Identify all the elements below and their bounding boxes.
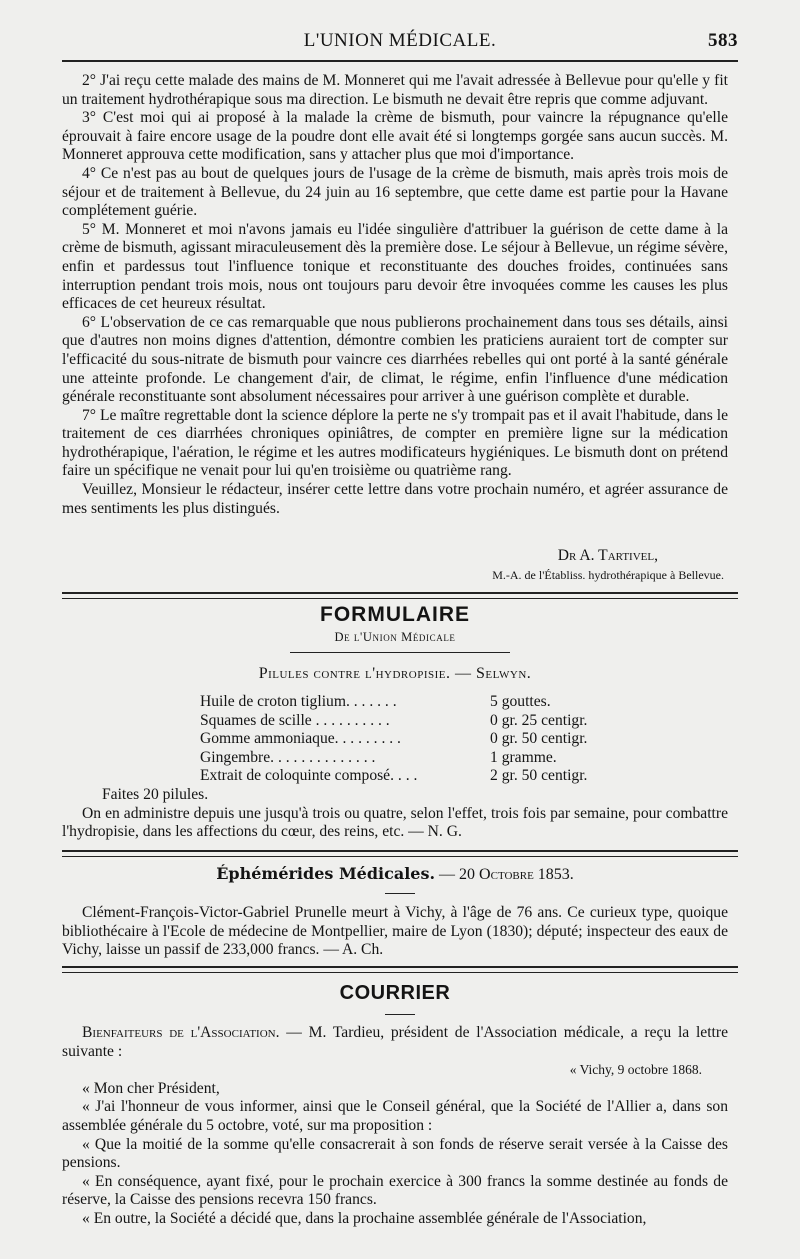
ingredient-name: Extrait de coloquinte composé. . . . <box>200 767 418 785</box>
letter-paragraph: 6° L'observation de ce cas remarquable que nous publierons prochainement dans tous ses détails, ainsi que d'autres non moins dignes d'attention, démontre combien les praticiens auraient tort de compter sur l'efficacité du sous-nitrate de bismuth pour vaincre ces diarrhées rebelles qui ont porté à la santé générale une atteinte profonde. Le changement d'air, de climat, le régime, enfin l'influence d'une médication générale reconstituante sont absolument nécessaires pour arriver à une guérison complète et durable. <box>62 313 728 406</box>
letter-paragraph: Veuillez, Monsieur le rédacteur, insérer cette lettre dans votre prochain numéro, et agréer assurance de mes sentiments les plus distingués. <box>62 481 728 517</box>
section-double-rule <box>62 850 738 857</box>
short-rule <box>290 652 510 653</box>
formulaire-title: FORMULAIRE <box>320 603 470 626</box>
short-rule <box>385 1014 415 1015</box>
letter-paragraph: 5° M. Monneret et moi n'avons jamais eu l'idée singulière d'attribuer la guérison de cette dame à la crème de bismuth, agissant miraculeusement dès la première dose. Le séjour à Bellevue, un régime sévère, enfin et pardessus tout l'influence tonique et reconstituante des douches froides, continuées sans interruption pendant trois mois, nous ont toujours paru devoir être invoquées comme les causes les plus efficaces de cet heureux résultat. <box>62 220 728 313</box>
recipe-title: Pilules contre l'hydropisie. — Selwyn. <box>258 665 532 682</box>
letter-greeting: « Mon cher Président, <box>82 1079 220 1097</box>
signature-institution: M.-A. de l'Établiss. hydrothérapique à Bellevue. <box>492 567 724 582</box>
section-double-rule <box>62 966 738 973</box>
signature-block <box>62 547 728 584</box>
letter-body <box>62 72 728 518</box>
ingredient-dose: 2 gr. 50 centigr. <box>490 767 588 785</box>
journal-title: L'UNION MÉDICALE. <box>303 30 497 51</box>
ingredient-dose: 0 gr. 25 centigr. <box>490 711 588 729</box>
courrier-lead-text: — M. Tardieu, président de l'Association médicale, a reçu la lettre suivante : <box>62 1024 729 1060</box>
courrier-body <box>62 1024 728 1229</box>
ingredient-row <box>200 767 620 786</box>
ephemerides-title: Éphémérides Médicales. <box>216 864 436 883</box>
courrier-title: COURRIER <box>339 982 451 1004</box>
ingredient-row <box>200 749 620 768</box>
ingredient-name: Gomme ammoniaque. . . . . . . . . <box>200 730 401 748</box>
ingredient-dose: 0 gr. 50 centigr. <box>490 730 588 748</box>
letter-paragraph: 4° Ce n'est pas au bout de quelques jours de l'usage de la crème de bismuth, mais après trois mois de séjour et de traitement à Bellevue, du 24 juin au 16 septembre, que cette dame est partie pour la Havane complétement guérie. <box>62 164 728 220</box>
running-head <box>62 26 738 54</box>
courrier-paragraph: « En outre, la Société a décidé que, dans la prochaine assemblée générale de l'Association, <box>82 1209 647 1227</box>
recipe-notes <box>62 786 728 842</box>
formulaire-subtitle: De l'Union Médicale <box>334 630 456 644</box>
signature-name: Dr A. Tartivel, <box>557 547 658 564</box>
ephemerides-heading <box>62 864 728 884</box>
short-rule <box>385 893 415 894</box>
ephemerides-text: Clément-François-Victor-Gabriel Prunelle meurt à Vichy, à l'âge de 76 ans. Ce curieux type, quoique bibliothécaire à l'Ecole de médecine de Montpellier, maire de Lyon (1830); député; inspecteur des eaux de Vichy, laisse un passif de 233,000 francs. — A. Ch. <box>62 904 728 959</box>
recipe-ingredients <box>200 693 620 786</box>
section-double-rule <box>62 592 738 599</box>
ephemerides-body <box>62 904 728 960</box>
recipe-usage: On en administre depuis une jusqu'à trois ou quatre, selon l'effet, trois fois par semaine, pour combattre l'hydropisie, dans les affections du cœur, des reins, etc. — N. G. <box>62 804 728 841</box>
ingredient-row <box>200 693 620 712</box>
recipe-instructions: Faites 20 pilules. <box>102 786 209 803</box>
courrier-lead-label: Bienfaiteurs de l'Association. <box>82 1024 280 1041</box>
ingredient-row <box>200 730 620 749</box>
ephemerides-date: — 20 Octobre 1853. <box>439 866 574 883</box>
courrier-paragraph: « Que la moitié de la somme qu'elle consacrerait à son fonds de réserve serait versée à la Caisse des pensions. <box>62 1135 728 1172</box>
ingredient-name: Huile de croton tiglium. . . . . . . <box>200 693 397 710</box>
letter-paragraph: 7° Le maître regrettable dont la science déplore la perte ne s'y trompait pas et il avait l'habitude, dans le traitement de ces diarrhées chroniques opiniâtres, de compter en première ligne sur la médication hydrothérapique, l'aération, le régime et les autres modificateurs hygiéniques. Le bismuth dont on prétend faire un spécifique ne venait pour lui qu'en troisième ou quatrième rang. <box>62 406 728 480</box>
letter-dateline: « Vichy, 9 octobre 1868. <box>569 1062 702 1078</box>
courrier-lead <box>62 1024 728 1061</box>
ingredient-row <box>200 712 620 731</box>
letter-paragraph: 2° J'ai reçu cette malade des mains de M. Monneret qui me l'avait adressée à Bellevue pour qu'elle y fit un traitement hydrothérapique sous ma direction. Le bismuth ne devait être repris que comme adjuvant. <box>62 72 728 108</box>
page-number: 583 <box>708 30 738 51</box>
header-rule <box>62 60 738 62</box>
ingredient-dose: 1 gramme. <box>490 748 557 766</box>
ingredient-name: Squames de scille . . . . . . . . . . <box>200 711 390 729</box>
ingredient-name: Gingembre. . . . . . . . . . . . . . <box>200 748 376 766</box>
courrier-paragraph: « En conséquence, ayant fixé, pour le prochain exercice à 300 francs la somme destinée au fonds de réserve, la Caisse des pensions recevra 150 francs. <box>62 1172 728 1209</box>
courrier-paragraph: « J'ai l'honneur de vous informer, ainsi que le Conseil général, que la Société de l'Allier a, dans son assemblée générale du 5 octobre, voté, sur ma proposition : <box>62 1098 728 1134</box>
letter-paragraph: 3° C'est moi qui ai proposé à la malade la crème de bismuth, pour vaincre la répugnance qu'elle éprouvait à faire encore usage de la poudre dont elle avait été si longtemps gorgée sans aucun succès. M. Monneret approuva cette modification, sans y attacher plus que moi d'importance. <box>62 109 728 164</box>
ingredient-dose: 5 gouttes. <box>490 693 551 710</box>
